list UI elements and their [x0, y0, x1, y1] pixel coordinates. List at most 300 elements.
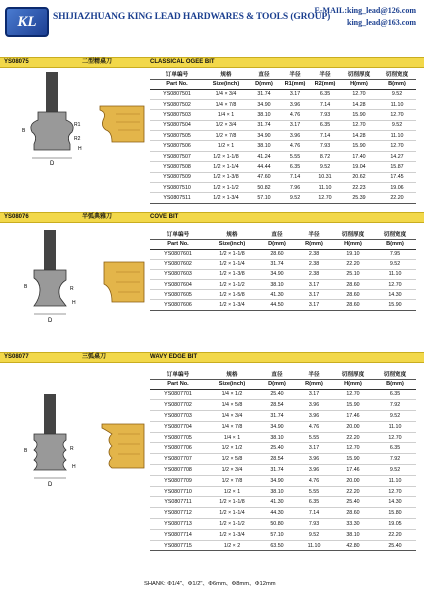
section-cn-name: 二型精桌刀	[82, 59, 113, 65]
spec-cell: 31.74	[258, 259, 296, 269]
spec-cell: 38.10	[258, 280, 296, 290]
spec-cell: 11.10	[374, 421, 416, 432]
spec-cell: 12.70	[374, 486, 416, 497]
spec-cell: 50.80	[258, 519, 296, 530]
spec-cell: 15.90	[340, 110, 378, 120]
spec-cell: 25.40	[258, 443, 296, 454]
part-number-cell: YS0807714	[150, 529, 206, 540]
spec-cell: 41.24	[248, 151, 280, 161]
table-body	[150, 249, 416, 310]
table-row	[150, 269, 416, 279]
col-cn: 半径	[310, 69, 340, 79]
spec-cell: 11.10	[310, 183, 340, 193]
section-en-name: WAVY EDGE BIT	[150, 354, 198, 360]
part-number-cell: YS0807705	[150, 432, 206, 443]
bit-cutter	[34, 434, 66, 470]
spec-cell: 3.96	[280, 99, 310, 109]
col-en: D(mm)	[258, 379, 296, 389]
cove-bit-drawing	[20, 228, 150, 328]
spec-cell: 25.10	[332, 269, 374, 279]
table-row	[150, 249, 416, 259]
part-number-cell: YS0807708	[150, 465, 206, 476]
spec-cell: 11.10	[378, 99, 416, 109]
spec-cell: 3.17	[296, 290, 332, 300]
spec-cell: 22.20	[332, 432, 374, 443]
spec-cell: 22.23	[340, 183, 378, 193]
spec-cell: 41.30	[258, 290, 296, 300]
spec-cell: 34.90	[248, 131, 280, 141]
col-en: H(mm)	[332, 379, 374, 389]
spec-cell: 1/4 × 3/4	[204, 89, 248, 99]
spec-cell: 6.35	[310, 89, 340, 99]
col-en: H(mm)	[340, 79, 378, 89]
spec-cell: 9.52	[378, 120, 416, 130]
spec-cell: 1/2 × 1-3/4	[204, 193, 248, 203]
spec-cell: 1/4 × 1	[204, 110, 248, 120]
spec-cell: 1/2 × 3/4	[206, 465, 258, 476]
company-name: SHIJIAZHUANG KING LEAD HARDWARES & TOOLS (GROUP)	[53, 12, 331, 22]
spec-cell: 11.10	[374, 475, 416, 486]
col-cn: 切削宽度	[378, 69, 416, 79]
spec-cell: 47.60	[248, 172, 280, 182]
section-bar-wavy-edge	[0, 352, 424, 363]
spec-cell: 7.95	[374, 249, 416, 259]
part-number-cell: YS0807506	[150, 141, 204, 151]
col-en: Part No.	[150, 79, 204, 89]
spec-cell: 7.93	[310, 141, 340, 151]
spec-cell: 12.70	[310, 193, 340, 203]
spec-cell: 1/2 × 5/8	[206, 454, 258, 465]
part-number-cell: YS0807711	[150, 497, 206, 508]
section-code: YS08077	[4, 354, 29, 360]
spec-cell: 28.60	[332, 508, 374, 519]
section-bar-cove	[0, 212, 424, 223]
spec-cell: 12.70	[378, 110, 416, 120]
dim-label-r2: R2	[74, 136, 81, 142]
spec-cell: 22.20	[378, 193, 416, 203]
table-row	[150, 508, 416, 519]
col-cn: 切削宽度	[374, 229, 416, 239]
spec-cell: 19.04	[340, 162, 378, 172]
part-number-cell: YS0807507	[150, 151, 204, 161]
spec-cell: 19.10	[332, 249, 374, 259]
spec-cell: 7.93	[310, 110, 340, 120]
spec-cell: 1/2 × 2	[206, 540, 258, 551]
table-row	[150, 465, 416, 476]
spec-cell: 12.70	[332, 443, 374, 454]
col-cn: 直径	[258, 369, 296, 379]
col-cn: 规格	[206, 229, 258, 239]
col-cn: 切削宽度	[374, 369, 416, 379]
table-body	[150, 89, 416, 203]
spec-cell: 9.52	[280, 193, 310, 203]
table-row	[150, 475, 416, 486]
bit-shank	[44, 394, 56, 434]
table-row	[150, 89, 416, 99]
spec-cell: 20.00	[332, 475, 374, 486]
col-en: R2(mm)	[310, 79, 340, 89]
spec-cell: 28.60	[258, 249, 296, 259]
spec-cell: 12.70	[340, 89, 378, 99]
table-row	[150, 400, 416, 411]
table-row	[150, 259, 416, 269]
col-en: Part No.	[150, 379, 206, 389]
spec-cell: 2.38	[296, 269, 332, 279]
dim-label-b: B	[24, 448, 28, 454]
spec-cell: 7.14	[296, 508, 332, 519]
spec-cell: 14.28	[340, 99, 378, 109]
spec-cell: 9.52	[378, 89, 416, 99]
section-en-name: COVE BIT	[150, 214, 179, 220]
section-cn-name: 半弧典雅刀	[82, 214, 113, 220]
part-number-cell: YS0807606	[150, 300, 206, 310]
part-number-cell: YS0807703	[150, 411, 206, 422]
spec-cell: 1/2 × 1-1/8	[206, 249, 258, 259]
table-row	[150, 280, 416, 290]
dim-label-d: D	[50, 161, 55, 167]
spec-cell: 34.90	[248, 99, 280, 109]
col-cn: 半径	[296, 229, 332, 239]
spec-cell: 3.17	[296, 280, 332, 290]
table-row	[150, 99, 416, 109]
spec-cell: 57.10	[248, 193, 280, 203]
table-row	[150, 172, 416, 182]
spec-cell: 38.10	[258, 486, 296, 497]
bit-cutter	[34, 270, 66, 306]
spec-cell: 63.50	[258, 540, 296, 551]
col-en: R(mm)	[296, 379, 332, 389]
dim-label-d: D	[48, 482, 53, 488]
spec-cell: 8.72	[310, 151, 340, 161]
wood-profile	[102, 424, 144, 468]
dim-label-h: H	[72, 464, 76, 470]
dim-label-r1: R1	[74, 122, 81, 128]
col-en: Size(inch)	[204, 79, 248, 89]
table-row	[150, 131, 416, 141]
part-number-cell: YS0807605	[150, 290, 206, 300]
spec-cell: 1/4 × 3/4	[206, 411, 258, 422]
spec-cell: 1/2 × 1-1/8	[206, 497, 258, 508]
col-cn: 订单编号	[150, 69, 204, 79]
table-row	[150, 120, 416, 130]
table-row	[150, 486, 416, 497]
section-cn-name: 三弧桌刀	[82, 354, 107, 360]
spec-cell: 3.17	[296, 389, 332, 400]
spec-cell: 4.76	[296, 475, 332, 486]
spec-cell: 44.50	[258, 300, 296, 310]
spec-cell: 25.40	[374, 540, 416, 551]
dim-label-r: R	[70, 286, 74, 292]
spec-cell: 15.80	[374, 508, 416, 519]
part-number-cell: YS0807509	[150, 172, 204, 182]
bit-shank	[46, 72, 58, 112]
bit-shank	[44, 230, 56, 270]
part-number-cell: YS0807713	[150, 519, 206, 530]
spec-cell: 1/2 × 1-1/4	[206, 508, 258, 519]
spec-cell: 6.35	[374, 443, 416, 454]
col-en: B(mm)	[378, 79, 416, 89]
classical-ogee-table	[150, 69, 416, 204]
spec-cell: 12.70	[378, 141, 416, 151]
spec-cell: 31.74	[248, 89, 280, 99]
table-row	[150, 443, 416, 454]
spec-cell: 6.35	[310, 120, 340, 130]
spec-cell: 11.10	[296, 540, 332, 551]
spec-cell: 3.96	[296, 411, 332, 422]
table-row	[150, 411, 416, 422]
spec-cell: 22.20	[374, 529, 416, 540]
spec-cell: 12.70	[374, 432, 416, 443]
col-en: Size(inch)	[206, 379, 258, 389]
part-number-cell: YS0807504	[150, 120, 204, 130]
table-row	[150, 497, 416, 508]
col-en: D(mm)	[258, 239, 296, 249]
spec-cell: 4.76	[280, 141, 310, 151]
spec-cell: 7.92	[374, 400, 416, 411]
table-row	[150, 421, 416, 432]
dim-label-b: B	[22, 128, 26, 134]
spec-cell: 3.17	[280, 120, 310, 130]
spec-cell: 1/2 × 1-3/4	[206, 529, 258, 540]
spec-cell: 9.52	[374, 411, 416, 422]
col-cn: 半径	[280, 69, 310, 79]
spec-cell: 19.05	[374, 519, 416, 530]
spec-cell: 44.44	[248, 162, 280, 172]
table-row	[150, 151, 416, 161]
spec-cell: 31.74	[258, 411, 296, 422]
classical-ogee-drawing	[20, 70, 150, 170]
spec-cell: 28.54	[258, 454, 296, 465]
spec-cell: 6.35	[374, 389, 416, 400]
spec-cell: 17.46	[332, 465, 374, 476]
wood-profile	[100, 106, 144, 142]
table-body	[150, 389, 416, 551]
spec-cell: 1/2 × 1-1/2	[206, 280, 258, 290]
part-number-cell: YS0807503	[150, 110, 204, 120]
page-header	[0, 0, 424, 44]
col-en: B(mm)	[374, 239, 416, 249]
dim-label-h: H	[78, 146, 82, 152]
spec-cell: 1/2 × 7/8	[206, 475, 258, 486]
table-row	[150, 110, 416, 120]
table-row	[150, 454, 416, 465]
table-row	[150, 540, 416, 551]
spec-cell: 1/4 × 1	[206, 432, 258, 443]
col-en: Part No.	[150, 239, 206, 249]
table-row	[150, 432, 416, 443]
col-en: R1(mm)	[280, 79, 310, 89]
spec-cell: 17.40	[340, 151, 378, 161]
spec-cell: 12.70	[340, 120, 378, 130]
wavy-edge-drawing	[20, 392, 150, 492]
spec-cell: 9.52	[374, 259, 416, 269]
spec-cell: 15.87	[378, 162, 416, 172]
spec-cell: 11.10	[378, 131, 416, 141]
spec-cell: 15.90	[332, 454, 374, 465]
col-cn: 订单编号	[150, 229, 206, 239]
dim-label-d: D	[48, 318, 53, 324]
spec-cell: 25.40	[258, 389, 296, 400]
spec-cell: 38.10	[248, 110, 280, 120]
spec-cell: 4.76	[296, 421, 332, 432]
part-number-cell: YS0807601	[150, 249, 206, 259]
spec-cell: 28.60	[332, 300, 374, 310]
table-row	[150, 183, 416, 193]
table-row	[150, 162, 416, 172]
table-row	[150, 193, 416, 203]
col-cn: 半径	[296, 369, 332, 379]
spec-cell: 1/2 × 1-1/8	[204, 151, 248, 161]
spec-cell: 14.30	[374, 290, 416, 300]
spec-cell: 1/4 × 7/8	[204, 99, 248, 109]
spec-cell: 9.52	[374, 465, 416, 476]
spec-cell: 19.06	[378, 183, 416, 193]
spec-cell: 3.17	[296, 443, 332, 454]
spec-cell: 1/2 × 1-1/4	[204, 162, 248, 172]
col-cn: 规格	[204, 69, 248, 79]
part-number-cell: YS0807709	[150, 475, 206, 486]
spec-cell: 12.70	[374, 280, 416, 290]
wavy-edge-table	[150, 369, 416, 551]
part-number-cell: YS0807702	[150, 400, 206, 411]
spec-cell: 7.96	[280, 183, 310, 193]
company-logo: KL	[5, 7, 49, 37]
spec-cell: 2.38	[296, 249, 332, 259]
spec-cell: 14.30	[374, 497, 416, 508]
dim-label-h: H	[72, 300, 76, 306]
spec-cell: 28.60	[332, 290, 374, 300]
section-bar-classical-ogee	[0, 57, 424, 68]
spec-cell: 3.96	[280, 131, 310, 141]
part-number-cell: YS0807510	[150, 183, 204, 193]
email-line-2: king_lead@163.com	[347, 18, 416, 27]
col-en: Size(inch)	[206, 239, 258, 249]
part-number-cell: YS0807502	[150, 99, 204, 109]
spec-cell: 5.55	[296, 486, 332, 497]
table-row	[150, 141, 416, 151]
spec-cell: 5.55	[280, 151, 310, 161]
spec-cell: 15.90	[340, 141, 378, 151]
table-row	[150, 300, 416, 310]
spec-cell: 28.60	[332, 280, 374, 290]
part-number-cell: YS0807511	[150, 193, 204, 203]
spec-cell: 7.14	[280, 172, 310, 182]
table-row	[150, 389, 416, 400]
spec-cell: 17.46	[332, 411, 374, 422]
spec-cell: 1/2 × 1-3/8	[206, 269, 258, 279]
spec-cell: 14.27	[378, 151, 416, 161]
spec-cell: 6.35	[296, 497, 332, 508]
spec-cell: 17.45	[378, 172, 416, 182]
spec-cell: 1/2 × 1	[206, 486, 258, 497]
col-en: D(mm)	[248, 79, 280, 89]
spec-cell: 1/2 × 7/8	[204, 131, 248, 141]
col-cn: 直径	[258, 229, 296, 239]
part-number-cell: YS0807604	[150, 280, 206, 290]
spec-cell: 1/2 × 1	[204, 141, 248, 151]
spec-cell: 10.31	[310, 172, 340, 182]
spec-cell: 1/2 × 1-3/4	[206, 300, 258, 310]
spec-cell: 1/4 × 7/8	[206, 421, 258, 432]
part-number-cell: YS0807715	[150, 540, 206, 551]
spec-cell: 28.54	[258, 400, 296, 411]
spec-cell: 1/4 × 1/2	[206, 389, 258, 400]
spec-cell: 5.55	[296, 432, 332, 443]
spec-cell: 1/2 × 3/4	[204, 120, 248, 130]
spec-cell: 34.90	[258, 269, 296, 279]
spec-cell: 1/2 × 1-1/2	[204, 183, 248, 193]
col-cn: 切削厚度	[332, 229, 374, 239]
part-number-cell: YS0807602	[150, 259, 206, 269]
spec-cell: 22.20	[332, 486, 374, 497]
spec-cell: 7.93	[296, 519, 332, 530]
spec-cell: 12.70	[332, 389, 374, 400]
col-en: B(mm)	[374, 379, 416, 389]
spec-cell: 9.52	[296, 529, 332, 540]
spec-cell: 38.10	[332, 529, 374, 540]
spec-cell: 20.62	[340, 172, 378, 182]
spec-cell: 3.96	[296, 400, 332, 411]
part-number-cell: YS0807706	[150, 443, 206, 454]
col-en: H(mm)	[332, 239, 374, 249]
part-number-cell: YS0807603	[150, 269, 206, 279]
part-number-cell: YS0807712	[150, 508, 206, 519]
spec-cell: 50.82	[248, 183, 280, 193]
part-number-cell: YS0807707	[150, 454, 206, 465]
spec-cell: 1/2 × 1-3/8	[204, 172, 248, 182]
part-number-cell: YS0807501	[150, 89, 204, 99]
part-number-cell: YS0807704	[150, 421, 206, 432]
shank-note: SHANK: Φ1/4"、Φ1/2"、Φ6mm、Φ8mm、Φ12mm	[144, 581, 276, 587]
col-cn: 订单编号	[150, 369, 206, 379]
spec-cell: 38.10	[248, 141, 280, 151]
spec-cell: 14.28	[340, 131, 378, 141]
spec-cell: 42.80	[332, 540, 374, 551]
spec-cell: 20.00	[332, 421, 374, 432]
spec-cell: 3.17	[280, 89, 310, 99]
spec-cell: 1/2 × 1-1/2	[206, 519, 258, 530]
section-code: YS08075	[4, 59, 29, 65]
col-cn: 直径	[248, 69, 280, 79]
spec-cell: 2.38	[296, 259, 332, 269]
part-number-cell: YS0807508	[150, 162, 204, 172]
dim-label-r: R	[70, 446, 74, 452]
spec-cell: 3.96	[296, 465, 332, 476]
section-en-name: CLASSICAL OGEE BIT	[150, 59, 215, 65]
spec-cell: 3.17	[296, 300, 332, 310]
spec-cell: 31.74	[258, 465, 296, 476]
spec-cell: 1/2 × 1/2	[206, 443, 258, 454]
spec-cell: 7.14	[310, 131, 340, 141]
spec-cell: 1/2 × 1-5/8	[206, 290, 258, 300]
col-en: R(mm)	[296, 239, 332, 249]
col-cn: 切削厚度	[332, 369, 374, 379]
spec-cell: 7.92	[374, 454, 416, 465]
spec-cell: 3.96	[296, 454, 332, 465]
spec-cell: 1/4 × 5/8	[206, 400, 258, 411]
spec-cell: 38.10	[258, 432, 296, 443]
part-number-cell: YS0807701	[150, 389, 206, 400]
email-line-1: E-MAIL:king_lead@126.com	[314, 6, 416, 15]
part-number-cell: YS0807710	[150, 486, 206, 497]
spec-cell: 7.14	[310, 99, 340, 109]
bit-cutter	[31, 112, 73, 150]
spec-cell: 34.90	[258, 421, 296, 432]
spec-cell: 22.20	[332, 259, 374, 269]
spec-cell: 25.40	[332, 497, 374, 508]
table-row	[150, 290, 416, 300]
spec-cell: 25.39	[340, 193, 378, 203]
